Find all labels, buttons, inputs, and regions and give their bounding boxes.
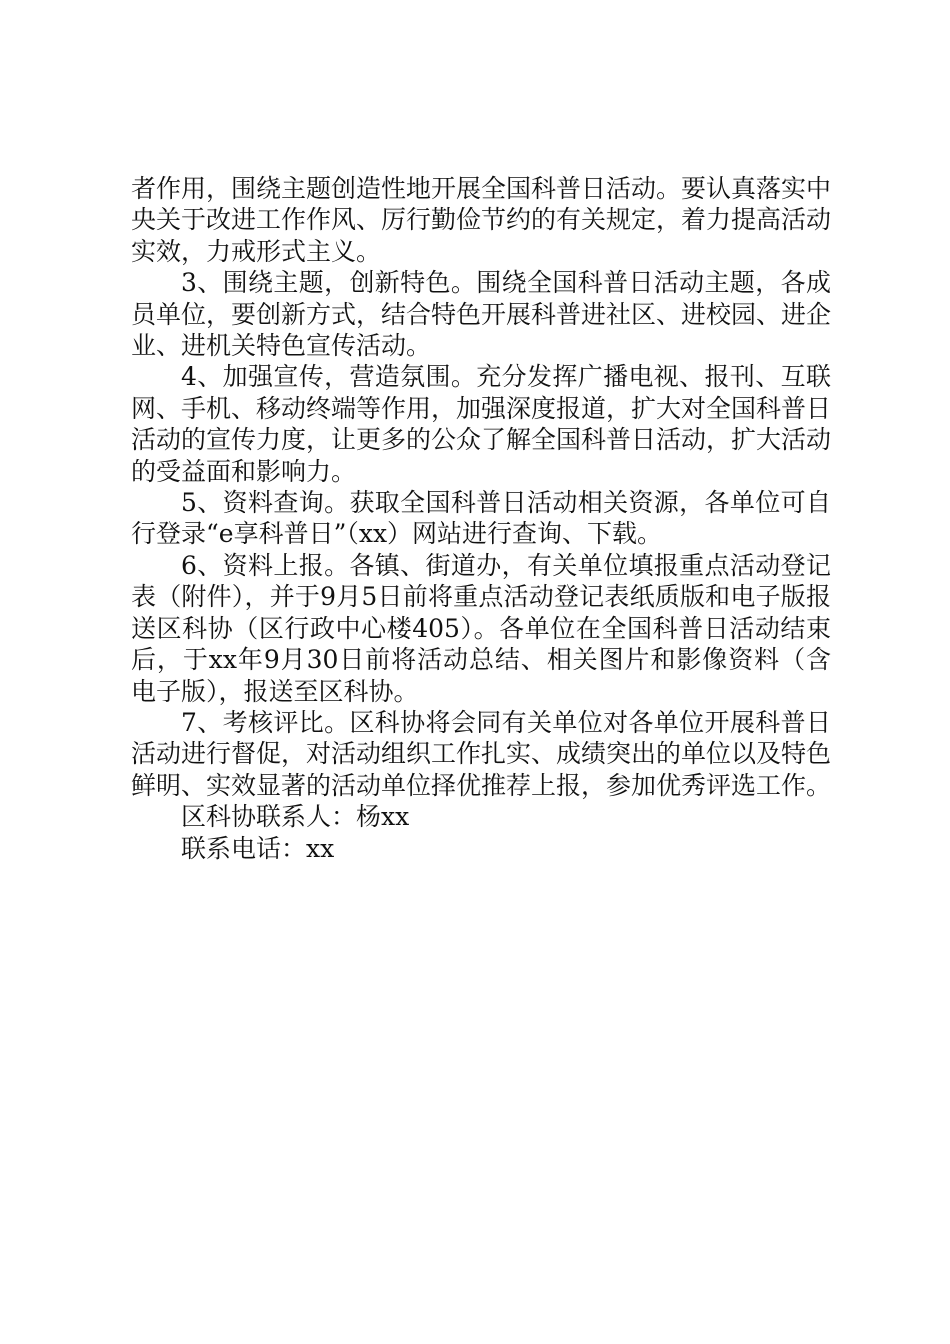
paragraph-item-7: 7、考核评比。区科协将会同有关单位对各单位开展科普日活动进行督促，对活动组织工作扎实、成绩突出的单位以及特色鲜明、实效显著的活动单位择优推荐上报，参加优秀评选工作。 <box>131 707 832 800</box>
paragraph-item-6: 6、资料上报。各镇、街道办，有关单位填报重点活动登记表（附件），并于9月5日前将重点活动登记表纸质版和电子版报送区科协（区行政中心楼405）。各单位在全国科普日活动结束后，于xx年9月30日前将活动总结、相关图片和影像资料（含电子版），报送至区科协。 <box>131 550 831 706</box>
contact-person: 区科协联系人：杨xx <box>181 802 410 832</box>
document-body <box>131 173 831 864</box>
paragraph-item-3: 3、围绕主题，创新特色。围绕全国科普日活动主题，各成员单位，要创新方式，结合特色开展科普进社区、进校园、进企业、进机关特色宣传活动。 <box>131 268 832 361</box>
contact-phone: 联系电话：xx <box>181 833 335 863</box>
paragraph-item-4: 4、加强宣传，营造氛围。充分发挥广播电视、报刊、互联网、手机、移动终端等作用，加强深度报道，扩大对全国科普日活动的宣传力度，让更多的公众了解全国科普日活动，扩大活动的受益面和影响力。 <box>131 362 832 486</box>
paragraph-item-5: 5、资料查询。获取全国科普日活动相关资源，各单位可自行登录“e享科普日”（xx）网站进行查询、下载。 <box>131 488 831 549</box>
paragraph-continuation: 者作用，围绕主题创造性地开展全国科普日活动。要认真落实中央关于改进工作作风、厉行勤俭节约的有关规定，着力提高活动实效，力戒形式主义。 <box>131 174 832 266</box>
